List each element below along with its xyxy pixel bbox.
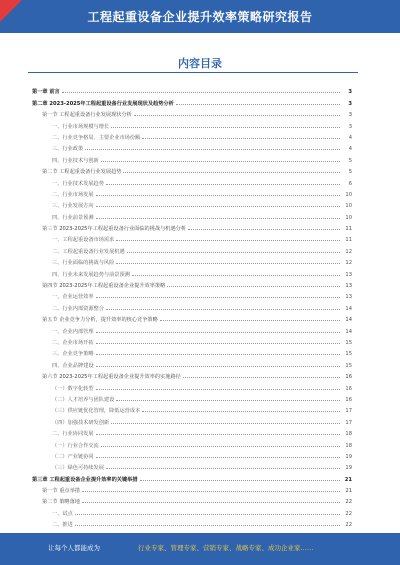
toc-divider — [28, 72, 358, 73]
toc-page-number: 6 — [348, 180, 352, 187]
toc-entry-text: （四）加强技术研发创新 — [52, 419, 110, 426]
toc-page-number: 17 — [345, 419, 352, 426]
toc-entry[interactable] — [32, 483, 352, 494]
toc-entry-text: 第二章 2023-2025年工程起重设备行业发展现状及趋势分析 — [32, 100, 174, 107]
toc-entry-text: 第一章 前言 — [32, 89, 60, 96]
toc-page-number: 14 — [345, 305, 352, 312]
toc-entry-text: 四、行业技术与创新 — [52, 157, 99, 164]
toc-page-number: 15 — [345, 351, 352, 358]
toc-entry[interactable] — [32, 369, 352, 380]
toc-page-number: 5 — [348, 157, 352, 164]
toc-leader-dots — [82, 501, 340, 503]
toc-entry-text: 二、行业内部资源整合 — [52, 305, 104, 312]
toc-entry[interactable] — [32, 141, 352, 152]
toc-leader-dots — [106, 308, 340, 310]
toc-leader-dots — [101, 160, 340, 162]
toc-entry[interactable] — [32, 392, 352, 403]
toc-entry[interactable] — [32, 255, 352, 266]
toc-entry-text: 一、行业市场规模与增长 — [52, 123, 110, 130]
toc-entry-text: 第二节 策略落地 — [42, 499, 80, 506]
toc-entry-text: 三、行业政策 — [52, 146, 84, 153]
toc-entry-text: 四、行业前景预测 — [52, 214, 94, 221]
toc-page-number: 15 — [345, 339, 352, 346]
toc-entry[interactable] — [32, 335, 352, 346]
toc-entry[interactable] — [32, 380, 352, 391]
toc-entry-text: （二）人才培养与团队建设 — [52, 396, 115, 403]
page-header — [0, 0, 400, 33]
toc-entry-text: （三）供应链优化管理，降低运营成本 — [52, 408, 141, 415]
toc-entry[interactable] — [32, 243, 352, 254]
toc-page-number: 3 — [348, 112, 352, 119]
footer-slogan: 让每个人都能成为 — [48, 544, 100, 552]
toc-page-number: 22 — [345, 499, 352, 506]
toc-leader-dots — [96, 353, 340, 355]
toc-page-number: 10 — [345, 191, 352, 198]
toc-leader-dots — [96, 342, 340, 344]
toc-leader-dots — [96, 217, 340, 219]
toc-entry[interactable] — [32, 403, 352, 414]
toc-entry-text: （三）绿色可持续发展 — [52, 465, 104, 472]
toc-leader-dots — [176, 103, 340, 105]
toc-page-number: 12 — [345, 260, 352, 267]
toc-leader-dots — [134, 114, 340, 116]
toc-entry[interactable] — [32, 437, 352, 448]
toc-page-number: 12 — [345, 248, 352, 255]
toc-entry-text: （一）行业合作交流 — [52, 442, 99, 449]
toc-leader-dots — [142, 410, 340, 412]
toc-leader-dots — [96, 331, 340, 333]
toc-entry[interactable] — [32, 232, 352, 243]
toc-leader-dots — [75, 513, 340, 515]
toc-entry-text: 第一节 工程起重设备行业发展现状分析 — [42, 112, 132, 119]
toc-leader-dots — [183, 376, 340, 378]
toc-entry[interactable] — [32, 357, 352, 368]
toc-leader-dots — [140, 479, 340, 481]
toc-entry-text: 二、行业协同发展 — [52, 431, 94, 438]
toc-leader-dots — [132, 274, 340, 276]
toc-entry[interactable] — [32, 289, 352, 300]
toc-page-number: 5 — [348, 169, 352, 176]
toc-entry[interactable] — [32, 346, 352, 357]
toc-page-number: 13 — [345, 294, 352, 301]
toc-entry[interactable] — [32, 130, 352, 141]
toc-page-number: 18 — [345, 442, 352, 449]
toc-entry[interactable] — [32, 505, 352, 516]
toc-entry-text: 第二节 工程起重设备行业发展趋势 — [42, 169, 122, 176]
toc-page-number: 14 — [345, 328, 352, 335]
toc-entry[interactable] — [32, 107, 352, 118]
toc-leader-dots — [96, 365, 340, 367]
page-footer — [0, 533, 400, 565]
toc-page-number: 13 — [345, 283, 352, 290]
toc-entry[interactable] — [32, 118, 352, 129]
toc-leader-dots — [96, 433, 340, 435]
toc-page-number: 19 — [345, 465, 352, 472]
toc-entry[interactable] — [32, 300, 352, 311]
toc-entry[interactable] — [32, 278, 352, 289]
toc-entry-text: 三、行业面临的挑战与风险 — [52, 260, 115, 267]
toc-leader-dots — [111, 126, 340, 128]
toc-leader-dots — [96, 388, 340, 390]
toc-entry[interactable] — [32, 414, 352, 425]
toc-entry-text: 第三节 2023-2025年工程起重设备行业面临的挑战与机遇分析 — [42, 226, 187, 233]
toc-entry-text: 第六节 2023-2025年工程起重设备企业提升效率的实施路径 — [42, 374, 181, 381]
report-title: 工程起重设备企业提升效率策略研究报告 — [87, 10, 313, 24]
toc-entry-text: 一、行业技术发展趋势 — [52, 180, 104, 187]
toc-page-number: 13 — [345, 271, 352, 278]
toc-entry[interactable] — [32, 449, 352, 460]
toc-entry[interactable] — [32, 221, 352, 232]
toc-page-number: 3 — [348, 100, 352, 107]
toc-list — [32, 84, 352, 540]
toc-leader-dots — [96, 194, 340, 196]
toc-leader-dots — [101, 445, 340, 447]
toc-entry-text: 三、企业竞争策略 — [52, 351, 94, 358]
toc-leader-dots — [116, 399, 340, 401]
toc-entry[interactable] — [32, 198, 352, 209]
toc-leader-dots — [116, 239, 340, 241]
toc-leader-dots — [96, 296, 340, 298]
toc-page-number: 3 — [348, 123, 352, 130]
toc-entry[interactable] — [32, 164, 352, 175]
toc-entry-text: 二、企业市场开拓 — [52, 339, 94, 346]
toc-leader-dots — [96, 456, 340, 458]
toc-leader-dots — [62, 91, 340, 93]
toc-entry-text: 第五节 企业竞争力分析，提升效率的核心竞争策略 — [42, 317, 158, 324]
toc-entry-text: 第三章 工程起重设备企业提升效率的关键举措 — [32, 476, 138, 483]
toc-page-number: 11 — [345, 237, 352, 244]
toc-page-number: 16 — [345, 396, 352, 403]
toc-entry-text: 四、企业品牌建设 — [52, 362, 94, 369]
toc-entry[interactable] — [32, 95, 352, 106]
toc-leader-dots — [75, 524, 340, 526]
toc-entry[interactable] — [32, 175, 352, 186]
toc-leader-dots — [116, 262, 340, 264]
toc-entry-text: 第一节 重点举措 — [42, 488, 80, 495]
toc-leader-dots — [123, 171, 340, 173]
toc-page-number: 3 — [348, 89, 352, 96]
toc-page-number: 10 — [345, 214, 352, 221]
toc-entry-text: 一、企业运营效率 — [52, 294, 94, 301]
toc-page-number: 21 — [344, 476, 352, 483]
toc-leader-dots — [127, 251, 340, 253]
toc-entry[interactable] — [32, 494, 352, 505]
toc-entry[interactable] — [32, 426, 352, 437]
toc-entry-text: 二、工程起重设备行业发展机遇 — [52, 248, 125, 255]
toc-leader-dots — [96, 205, 340, 207]
toc-page-number: 16 — [345, 385, 352, 392]
toc-entry-text: 一、试点 — [52, 510, 73, 517]
toc-page-number: 19 — [345, 453, 352, 460]
toc-entry-text: （一）数字化转型 — [52, 385, 94, 392]
toc-entry[interactable] — [32, 471, 352, 482]
toc-entry-text: 二、行业市场发展 — [52, 191, 94, 198]
toc-entry[interactable] — [32, 187, 352, 198]
toc-page-number: 17 — [345, 408, 352, 415]
toc-leader-dots — [160, 319, 340, 321]
toc-page-number: 18 — [345, 431, 352, 438]
toc-page-number: 4 — [348, 134, 352, 141]
toc-entry-text: 四、行业未来发展趋势与前景预测 — [52, 271, 130, 278]
toc-entry-text: 一、企业内部管理 — [52, 328, 94, 335]
toc-leader-dots — [106, 467, 340, 469]
toc-leader-dots — [142, 137, 340, 139]
toc-page-number: 22 — [345, 522, 352, 529]
toc-entry[interactable] — [32, 266, 352, 277]
toc-entry-text: 三、行业发展方向 — [52, 203, 94, 210]
toc-page-number: 16 — [345, 374, 352, 381]
toc-leader-dots — [111, 422, 340, 424]
toc-entry-text: 二、行业竞争格局、主要企业市场份额 — [52, 134, 141, 141]
toc-entry-text: 一、工程起重设备市场需求 — [52, 237, 115, 244]
toc-page-number: 14 — [345, 317, 352, 324]
toc-entry-text: （二）产业链协同 — [52, 453, 94, 460]
toc-page-number: 11 — [345, 226, 352, 233]
toc-title: 内容目录 — [178, 57, 222, 70]
toc-leader-dots — [106, 183, 340, 185]
toc-page-number: 10 — [345, 203, 352, 210]
toc-page-number: 15 — [345, 362, 352, 369]
footer-tagline: 行业专家、管理专家、营销专家、战略专家、成功企业家…… — [138, 544, 314, 552]
toc-entry[interactable] — [32, 209, 352, 220]
toc-leader-dots — [188, 228, 340, 230]
toc-entry-text: 第四节 2023-2025年工程起重设备企业提升效率策略 — [42, 283, 166, 290]
toc-leader-dots — [85, 148, 340, 150]
toc-entry[interactable] — [32, 84, 352, 95]
toc-leader-dots — [82, 490, 340, 492]
toc-entry[interactable] — [32, 517, 352, 528]
toc-page-number: 4 — [348, 146, 352, 153]
toc-entry[interactable] — [32, 323, 352, 334]
toc-page-number: 22 — [345, 510, 352, 517]
toc-entry[interactable] — [32, 460, 352, 471]
toc-entry[interactable] — [32, 312, 352, 323]
toc-entry[interactable] — [32, 152, 352, 163]
toc-entry-text: 二、推进 — [52, 522, 73, 529]
toc-page-number: 21 — [345, 488, 352, 495]
toc-leader-dots — [167, 285, 340, 287]
